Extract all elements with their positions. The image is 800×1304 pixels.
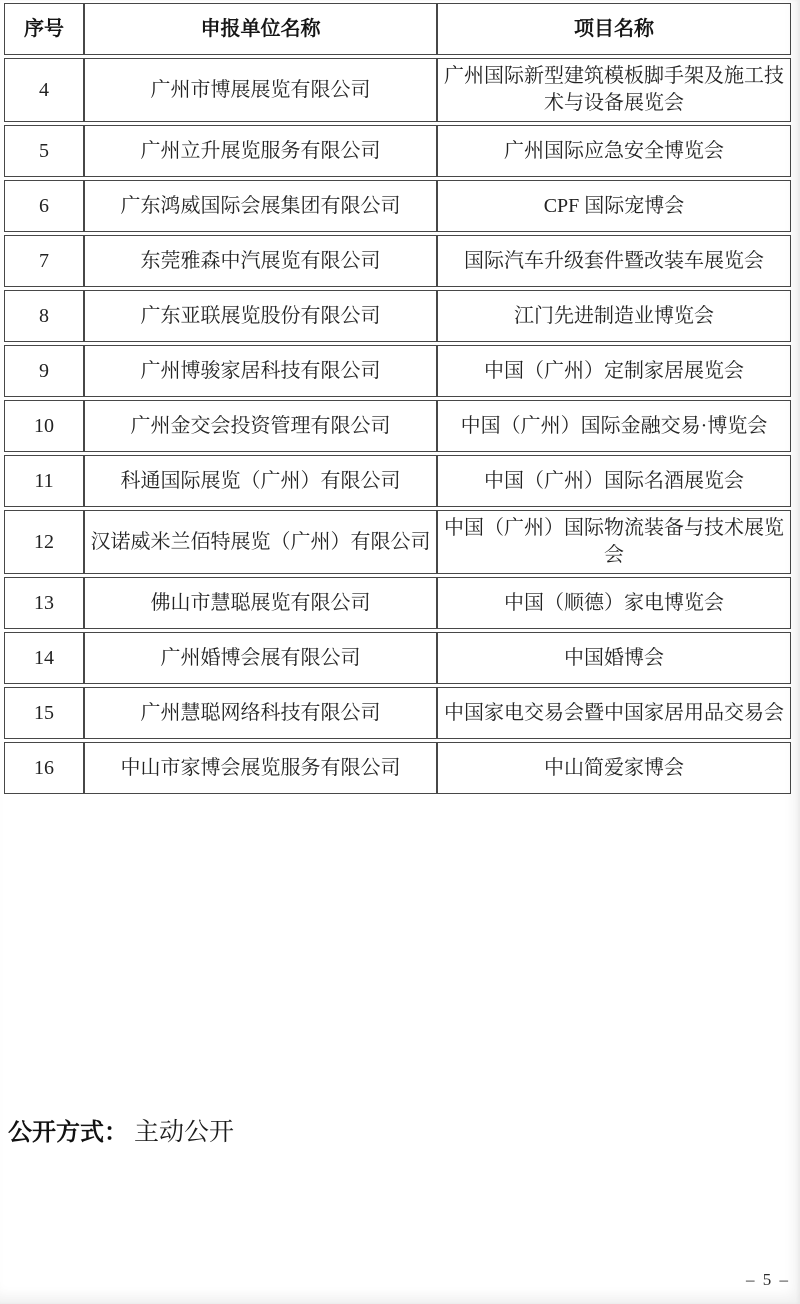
project-name-cell: 中国（广州）国际金融交易·博览会 [437,400,791,452]
table-header-row [4,3,791,55]
table-row [4,687,791,739]
project-name-cell: 中山简爱家博会 [437,742,791,794]
company-name-cell: 中山市家博会展览服务有限公司 [84,742,437,794]
table-row [4,742,791,794]
company-name-cell: 东莞雅森中汽展览有限公司 [84,235,437,287]
project-name-cell: 广州国际新型建筑模板脚手架及施工技术与设备展览会 [437,58,791,122]
row-number-cell: 14 [4,632,84,684]
company-name-cell: 广州立升展览服务有限公司 [84,125,437,177]
table-row [4,345,791,397]
row-number-cell: 11 [4,455,84,507]
row-number-cell: 6 [4,180,84,232]
row-number-cell: 4 [4,58,84,122]
table-row [4,235,791,287]
company-name-cell: 科通国际展览（广州）有限公司 [84,455,437,507]
row-number-cell: 12 [4,510,84,574]
header-cell-project: 项目名称 [437,3,791,55]
row-number-cell: 9 [4,345,84,397]
project-name-cell: 中国（顺德）家电博览会 [437,577,791,629]
table-row [4,510,791,574]
disclosure-method-label: 公开方式： [8,1119,128,1146]
company-name-cell: 广东鸿威国际会展集团有限公司 [84,180,437,232]
project-name-cell: 中国家电交易会暨中国家居用品交易会 [437,687,791,739]
row-number-cell: 10 [4,400,84,452]
company-name-cell: 汉诺威米兰佰特展览（广州）有限公司 [84,510,437,574]
project-name-cell: 江门先进制造业博览会 [437,290,791,342]
table-row [4,180,791,232]
project-name-cell: 中国（广州）国际物流装备与技术展览会 [437,510,791,574]
company-name-cell: 佛山市慧聪展览有限公司 [84,577,437,629]
table-row [4,455,791,507]
company-name-cell: 广州慧聪网络科技有限公司 [84,687,437,739]
project-name-cell: 中国（广州）国际名酒展览会 [437,455,791,507]
table-row [4,58,791,122]
row-number-cell: 5 [4,125,84,177]
project-name-cell: 中国婚博会 [437,632,791,684]
projects-table [4,0,791,797]
company-name-cell: 广州市博展展览有限公司 [84,58,437,122]
project-name-cell: CPF 国际宠博会 [437,180,791,232]
company-name-cell: 广州博骏家居科技有限公司 [84,345,437,397]
table-row [4,125,791,177]
project-name-cell: 中国（广州）定制家居展览会 [437,345,791,397]
table-row [4,632,791,684]
table-row [4,290,791,342]
header-cell-company: 申报单位名称 [84,3,437,55]
row-number-cell: 16 [4,742,84,794]
project-name-cell: 国际汽车升级套件暨改装车展览会 [437,235,791,287]
company-name-cell: 广东亚联展览股份有限公司 [84,290,437,342]
row-number-cell: 15 [4,687,84,739]
table-row [4,577,791,629]
table-row [4,400,791,452]
company-name-cell: 广州金交会投资管理有限公司 [84,400,437,452]
disclosure-method-line [8,1112,234,1148]
header-cell-number: 序号 [4,3,84,55]
company-name-cell: 广州婚博会展有限公司 [84,632,437,684]
project-name-cell: 广州国际应急安全博览会 [437,125,791,177]
disclosure-method-value: 主动公开 [134,1119,235,1146]
row-number-cell: 13 [4,577,84,629]
row-number-cell: 8 [4,290,84,342]
row-number-cell: 7 [4,235,84,287]
page-number: – 5 – [746,1270,790,1289]
